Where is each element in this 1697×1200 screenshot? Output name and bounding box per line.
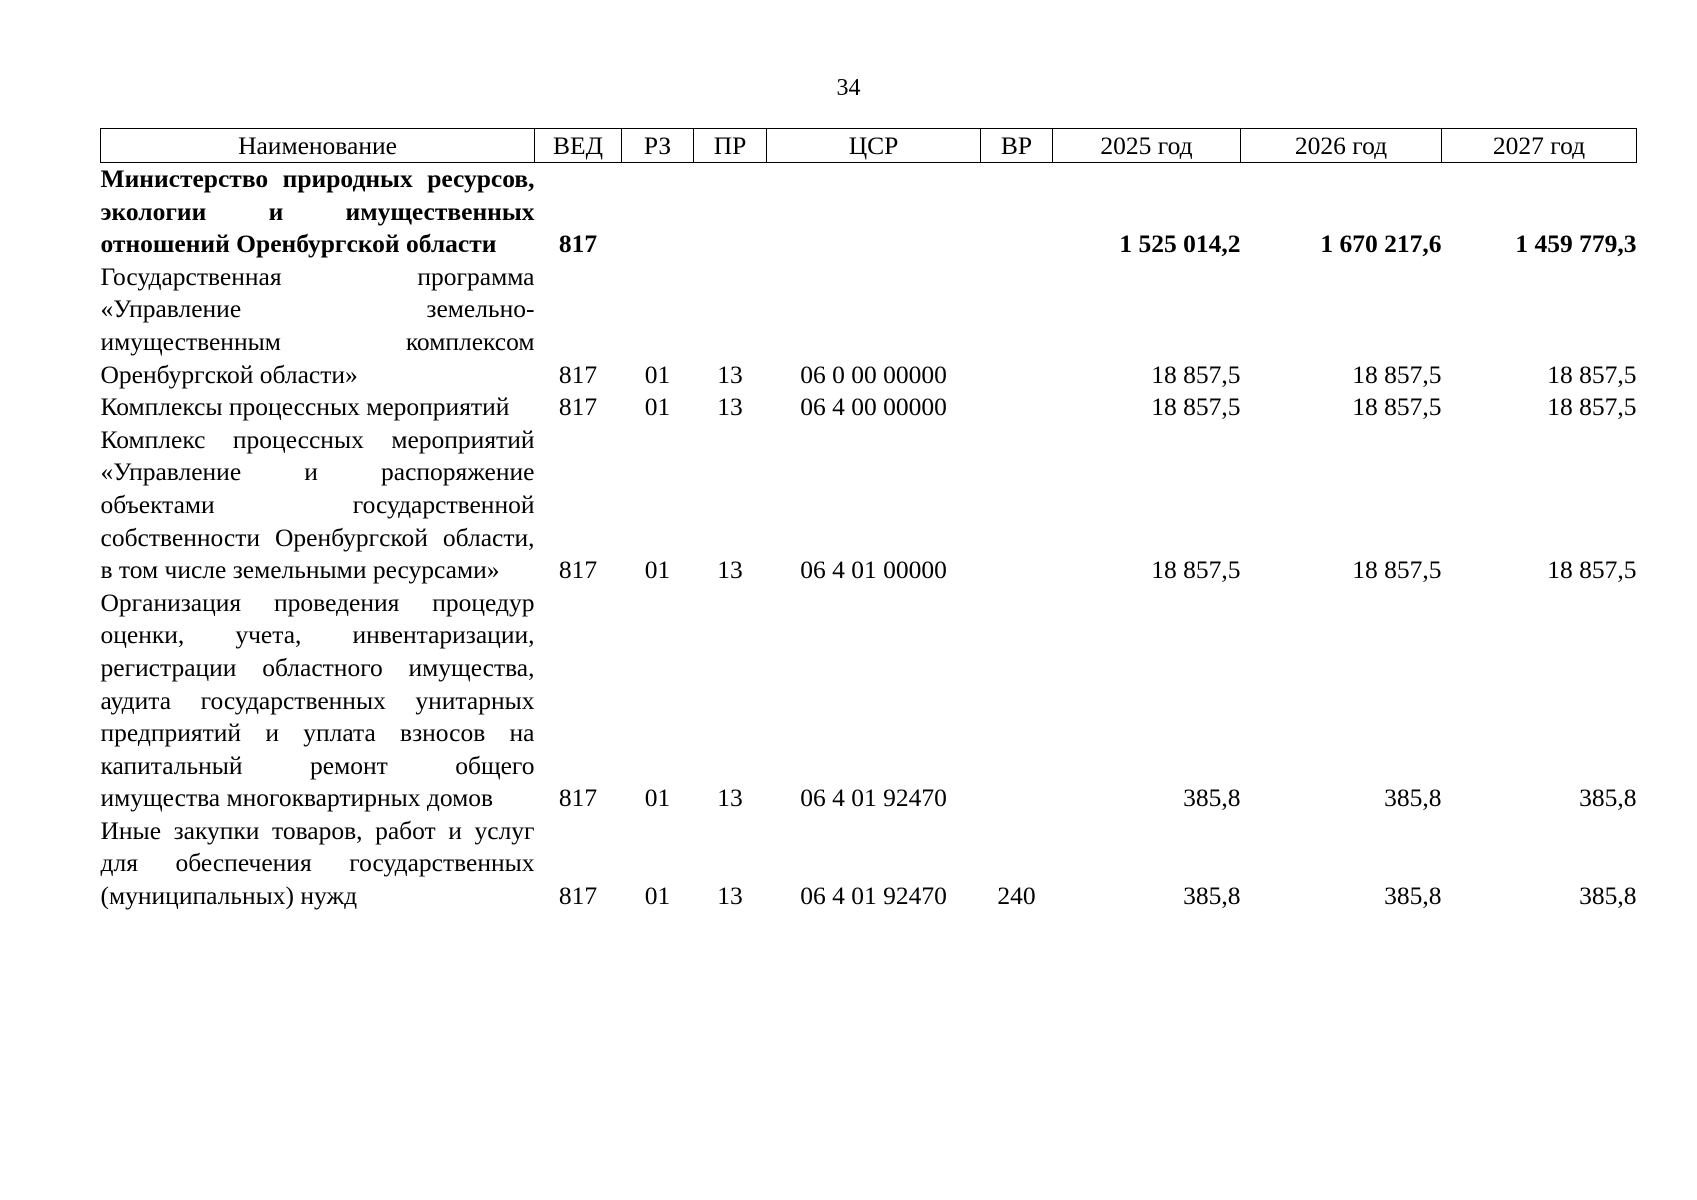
header-2025: 2025 год [1053,129,1241,163]
cell-2026: 1 670 217,6 [1320,229,1442,259]
cell-2025: 18 857,5 [1151,555,1241,585]
header-pr: ПР [694,129,767,163]
cell-vr [981,424,1053,587]
cell-name: Министерство природных ресурсов, экологии и имущественных отношений Оренбургской области [100,164,535,259]
cell-pr: 13 [717,783,743,813]
cell-pr: 13 [717,881,743,911]
budget-table [100,128,1637,913]
table-row [101,815,1637,913]
header-name: Наименование [101,129,535,163]
table-body [101,163,1637,913]
cell-2027: 1 459 779,3 [1515,229,1637,259]
cell-2026: 385,8 [1384,783,1442,813]
cell-name: Государственная программа «Управление земельно-имущественным комплексом Оренбургской области» [100,261,535,389]
cell-2025: 1 525 014,2 [1119,229,1241,259]
cell-csr: 06 4 00 00000 [800,392,947,422]
cell-pr [694,163,767,261]
cell-2027: 18 857,5 [1547,359,1637,389]
cell-2026: 385,8 [1384,881,1442,911]
table-row [101,163,1637,261]
table-row [101,261,1637,391]
cell-pr: 13 [717,359,743,389]
header-ved: ВЕД [535,129,622,163]
page-number: 34 [836,75,861,101]
cell-2026: 18 857,5 [1352,392,1442,422]
cell-csr: 06 4 01 92470 [800,783,947,813]
cell-name: Иные закупки товаров, работ и услуг для обеспечения государственных (муниципальных) нужд [100,815,535,911]
header-row [101,129,1637,163]
cell-2027: 385,8 [1579,881,1637,911]
cell-vr [981,587,1053,815]
cell-pr: 13 [717,555,743,585]
cell-2025: 385,8 [1183,783,1241,813]
cell-vr [981,391,1053,424]
table-header [101,129,1637,163]
cell-2026: 18 857,5 [1352,359,1442,389]
cell-csr: 06 4 01 92470 [800,881,947,911]
cell-rz: 01 [644,359,671,389]
table-row [101,391,1637,424]
cell-pr: 13 [717,392,743,422]
cell-2027: 18 857,5 [1547,392,1637,422]
cell-rz: 01 [644,392,671,422]
header-rz: РЗ [622,129,694,163]
cell-2027: 18 857,5 [1547,555,1637,585]
cell-ved: 817 [558,359,598,389]
cell-ved: 817 [558,229,598,259]
table-row [101,587,1637,815]
cell-ved: 817 [558,881,598,911]
cell-2025: 385,8 [1183,881,1241,911]
cell-ved: 817 [558,555,598,585]
header-vr: ВР [981,129,1053,163]
cell-rz: 01 [644,783,671,813]
cell-ved: 817 [558,783,598,813]
cell-rz [622,163,694,261]
cell-vr: 240 [997,881,1036,911]
cell-rz: 01 [644,555,671,585]
cell-ved: 817 [558,392,598,422]
cell-rz: 01 [644,881,671,911]
cell-2026: 18 857,5 [1352,555,1442,585]
cell-csr [767,163,981,261]
cell-name: Организация проведения процедур оценки, учета, инвентаризации, регистрации областного имущества, аудита государственных унитарных предприятий и уплата взносов на капитальный ремонт общего имущества многоквартирных домов [100,587,535,813]
cell-name: Комплекс процессных мероприятий «Управление и распоряжение объектами государственной собственности Оренбургской области, в том числе земельными ресурсами» [100,424,535,585]
cell-2027: 385,8 [1579,783,1637,813]
header-2027: 2027 год [1442,129,1637,163]
cell-vr [981,163,1053,261]
cell-csr: 06 4 01 00000 [800,555,947,585]
cell-vr [981,261,1053,391]
header-2026: 2026 год [1241,129,1442,163]
cell-2025: 18 857,5 [1151,359,1241,389]
cell-name: Комплексы процессных мероприятий [100,392,510,422]
cell-2025: 18 857,5 [1151,392,1241,422]
cell-csr: 06 0 00 00000 [800,359,947,389]
table-row [101,424,1637,587]
header-csr: ЦСР [767,129,981,163]
